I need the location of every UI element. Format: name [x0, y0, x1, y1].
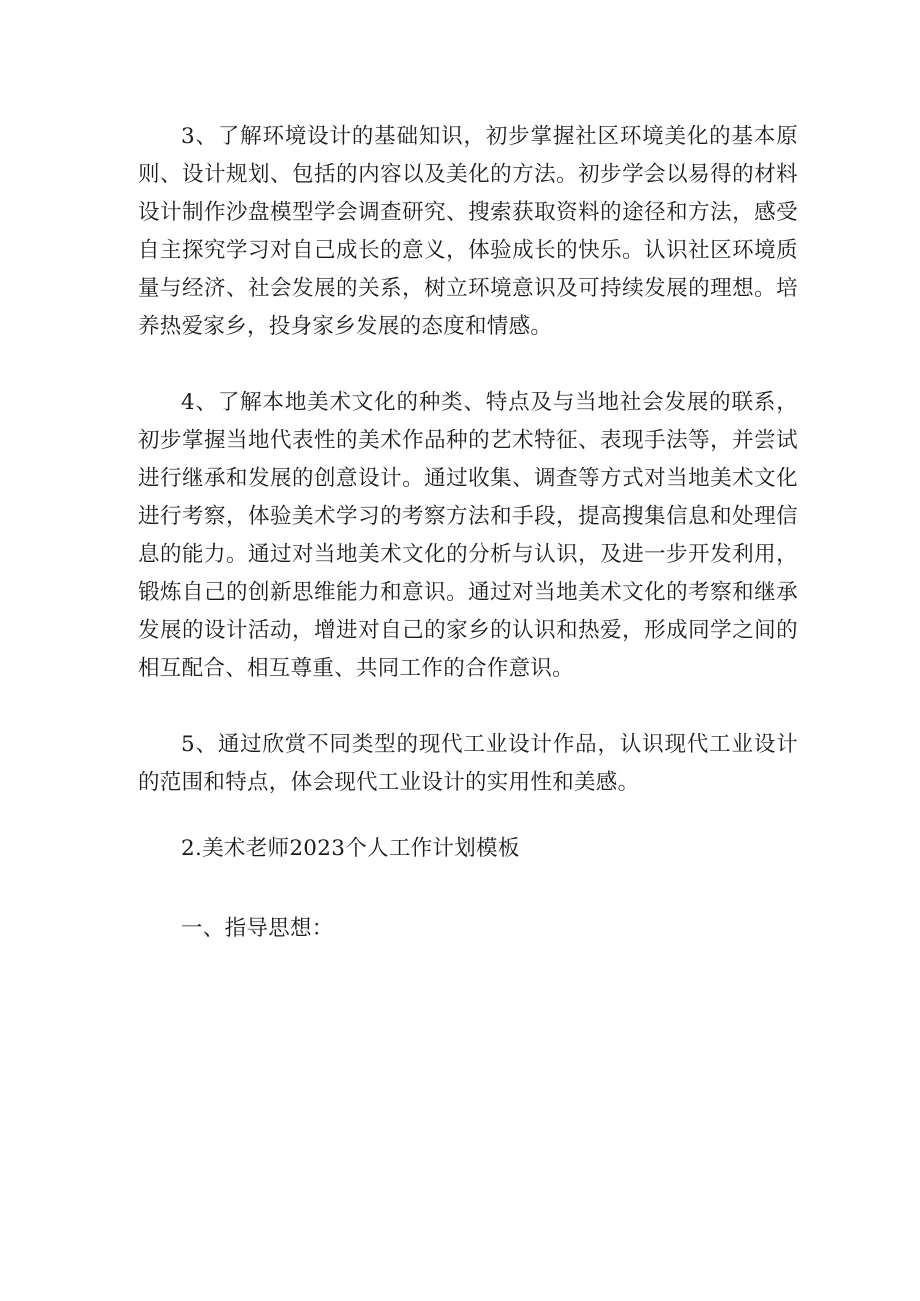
- paragraph-item-3: 3、了解环境设计的基础知识，初步掌握社区环境美化的基本原则、设计规划、包括的内容以及美化的方法。初步学会以易得的材料设计制作沙盘模型学会调查研究、搜索获取资料的途径和方法，感受自主探究学习对自己成长的意义，体验成长的快乐。认识社区环境质量与经济、社会发展的关系，树立环境意识及可持续发展的理想。培养热爱家乡，投身家乡发展的态度和情感。: [138, 124, 798, 339]
- section-title: 2.美术老师2023个人工作计划模板: [181, 836, 520, 861]
- subheading-guiding-thought: 一、指导思想：: [181, 916, 334, 941]
- document-page: [138, 118, 798, 948]
- paragraph-item-4: 4、了解本地美术文化的种类、特点及与当地社会发展的联系，初步掌握当地代表性的美术作品种的艺术特征、表现手法等，并尝试进行继承和发展的创意设计。通过收集、调查等方式对当地美术文化进行考察，体验美术学习的考察方法和手段，提高搜集信息和处理信息的能力。通过对当地美术文化的分析与认识，及进一步开发利用，锻炼自己的创新思维能力和意识。通过对当地美术文化的考察和继承发展的设计活动，增进对自己的家乡的认识和热爱，形成同学之间的相互配合、相互尊重、共同工作的合作意识。: [138, 390, 798, 681]
- paragraph-item-5: 5、通过欣赏不同类型的现代工业设计作品，认识现代工业设计的范围和特点，体会现代工业设计的实用性和美感。: [138, 732, 798, 795]
